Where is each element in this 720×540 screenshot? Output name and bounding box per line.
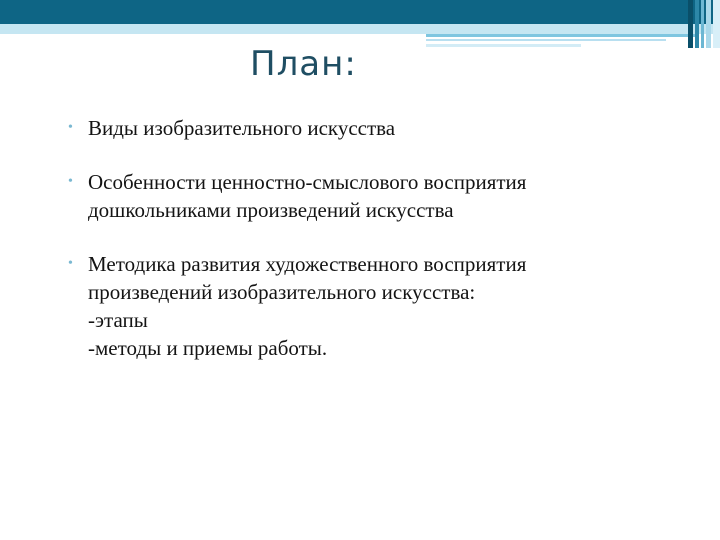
- bullet-marker-icon: •: [68, 256, 73, 271]
- bullet-item: [66, 114, 686, 142]
- bullet-text-line: Виды изобразительного искусства: [88, 116, 396, 140]
- bullet-marker-icon: •: [68, 174, 73, 189]
- header-accent-line: [426, 39, 666, 41]
- slide-title: План:: [250, 44, 357, 84]
- bullet-text-line: -этапы: [88, 308, 148, 332]
- bullet-item: [66, 250, 686, 362]
- bullet-text-line: Методика развития художественного восприятия: [88, 252, 527, 276]
- bullet-text-line: -методы и приемы работы.: [88, 336, 328, 360]
- bullet-text-line: Особенности ценностно-смыслового восприятия: [88, 170, 527, 194]
- bullet-marker-icon: •: [68, 120, 73, 135]
- corner-stripes-decoration: [688, 0, 720, 48]
- bullet-text-line: произведений изобразительного искусства:: [88, 280, 476, 304]
- header-band-light: [0, 24, 720, 34]
- header-accent-line: [426, 34, 696, 37]
- bullet-item: [66, 168, 686, 224]
- bullet-list: [66, 114, 686, 388]
- bullet-text-line: дошкольниками произведений искусства: [88, 198, 454, 222]
- header-band-dark: [0, 0, 720, 24]
